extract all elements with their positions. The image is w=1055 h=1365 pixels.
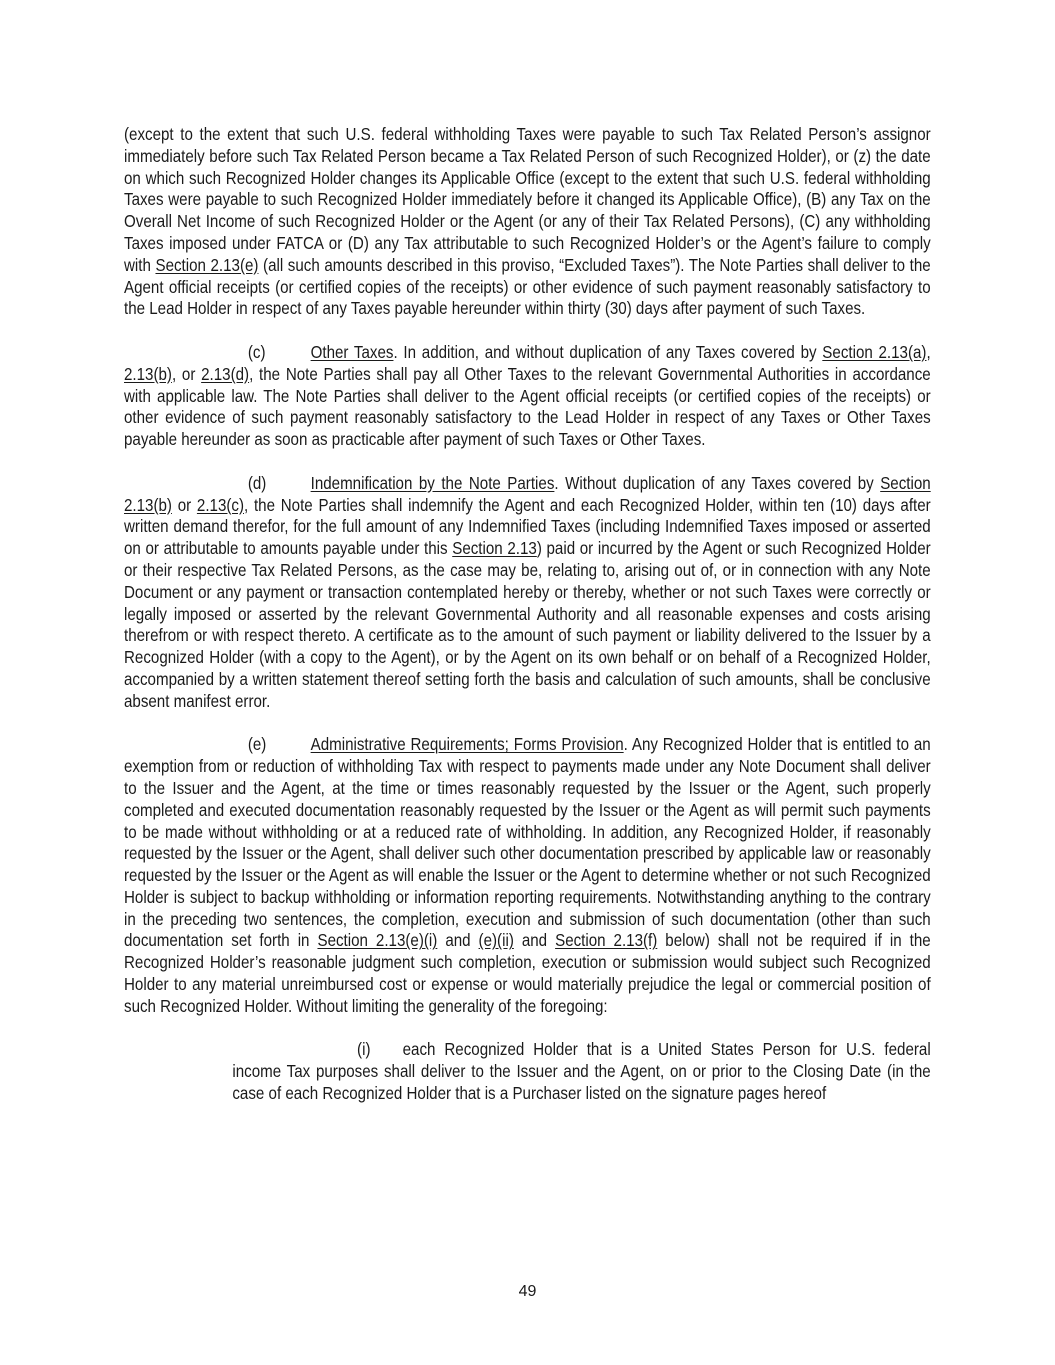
section-reference: Section 2.13(e) <box>155 254 259 275</box>
text-segment: , <box>926 341 931 362</box>
text-segment: (all such amounts described in this proviso, “Excluded Taxes”). The Note Parties shall deliver to the Agent official receipts (or certified copies of the receipts) or other evidence of such payment reasonably satisfactory to the Lead Holder in respect of any Taxes payable hereunder within thirty (30) days after payment of such Taxes. <box>124 254 931 319</box>
text-segment: and <box>437 930 479 951</box>
section-reference: Section 2.13(f) <box>555 930 658 951</box>
section-reference: Section 2.13(e)(i) <box>317 930 438 951</box>
paragraph-label: (i) <box>357 1039 371 1060</box>
section-reference: 2.13(c) <box>196 494 245 515</box>
text-segment: , the Note Parties shall pay all Other Taxes to the relevant Governmental Authorities in accordance with applicable law. The Note Parties shall deliver to the Agent official receipts (or certified copies of the receipts) or other evidence of such payment reasonably satisfactory to the Lead Holder in respect of any Taxes or Other Taxes payable hereunder as soon as practicable after payment of such Taxes or Other Taxes. <box>124 363 931 450</box>
text-segment: . Any Recognized Holder that is entitled to an exemption from or reduction of withholding Tax with respect to payments made under any Note Document shall deliver to the Issuer and the Agent, at the time or times reasonably requested by the Issuer or the Agent, such properly completed and executed documentation reasonably requested by the Issuer or the Agent as will permit such payments to be made without withholding or at a reduced rate of withholding. In addition, any Recognized Holder, if reasonably requested by the Issuer or the Agent, shall deliver such other documentation prescribed by applicable law or reasonably requested by the Issuer or the Agent as will enable the Issuer or the Agent to determine whether or not such Recognized Holder is subject to backup withholding or information reporting requirements. Notwithstanding anything to the contrary in the preceding two sentences, the completion, execution and submission of such documentation (other than such documentation set forth in <box>124 734 931 951</box>
section-reference: 2.13(b) <box>124 363 172 384</box>
paragraph-label: (d) <box>247 472 267 493</box>
paragraph-label: (c) <box>247 341 266 362</box>
paragraph <box>232 1039 930 1104</box>
text-segment: . In addition, and without duplication of any Taxes covered by <box>393 341 823 362</box>
text-segment: (except to the extent that such U.S. federal withholding Taxes were payable to such Tax Related Person’s assignor immediately before such Tax Related Person became a Tax Related Person of such Recognized Holder), or (z) the date on which such Recognized Holder changes its Applicable Office (except to the extent that such U.S. federal withholding Taxes were payable to such Recognized Holder immediately before it changed its Applicable Office), (B) any Tax on the Overall Net Income of such Recognized Holder or the Agent (or any of their Tax Related Persons), (C) any withholding Taxes imposed under FATCA or (D) any Tax attributable to such Recognized Holder’s or the Agent’s failure to comply with <box>124 124 931 275</box>
section-reference: (e)(ii) <box>478 930 514 951</box>
text-segment: . Without duplication of any Taxes covered by <box>554 472 881 493</box>
section-reference: Other Taxes <box>310 341 394 362</box>
paragraph <box>124 342 931 451</box>
page-number: 49 <box>518 1283 537 1300</box>
section-reference: Section 2.13 <box>452 538 537 559</box>
section-reference: Section 2.13(b) <box>124 472 931 515</box>
section-reference: Administrative Requirements; Forms Provision <box>310 734 624 755</box>
text-segment: each Recognized Holder that is a United States Person for U.S. federal income Tax purposes shall deliver to the Issuer and the Agent, on or prior to the Closing Date (in the case of each Recognized Holder that is a Purchaser listed on the signature pages hereof <box>232 1039 931 1104</box>
document-body <box>124 124 931 1127</box>
text-segment: , the Note Parties shall indemnify the Agent and each Recognized Holder, within ten (10) days after written demand therefor, for the full amount of any Indemnified Taxes (including Indemnified Taxes imposed or asserted on or attributable to amounts payable under this <box>124 494 931 559</box>
paragraph <box>124 124 931 320</box>
section-reference: Section 2.13(a) <box>822 341 927 362</box>
section-reference: Indemnification by the Note Parties <box>310 472 555 493</box>
text-segment: , or <box>171 363 202 384</box>
text-segment: ) paid or incurred by the Agent or such Recognized Holder or their respective Tax Related Persons, as the case may be, relating to, arising out of, or in connection with any Note Document or any payment or transaction contemplated hereby or thereby, whether or not such Taxes were correctly or legally imposed or asserted by the relevant Governmental Authority and all reasonable expenses and costs arising therefrom or with respect thereto. A certificate as to the amount of such payment or liability delivered to the Issuer by a Recognized Holder (with a copy to the Agent), or by the Agent on its own behalf or on behalf of a Recognized Holder, accompanied by a written statement thereof setting forth the basis and calculation of such amounts, shall be conclusive absent manifest error. <box>124 538 931 711</box>
paragraph-label: (e) <box>247 734 267 755</box>
text-segment: below) shall not be required if in the Recognized Holder’s reasonable judgment such completion, execution or submission would subject such Recognized Holder to any material unreimbursed cost or expense or would materially prejudice the legal or commercial position of such Recognized Holder. Without limiting the generality of the foregoing: <box>124 930 931 1016</box>
paragraph <box>124 734 931 1017</box>
section-reference: 2.13(d) <box>201 363 250 384</box>
text-segment: and <box>513 930 556 951</box>
text-segment: or <box>171 494 197 515</box>
paragraph <box>124 473 931 713</box>
